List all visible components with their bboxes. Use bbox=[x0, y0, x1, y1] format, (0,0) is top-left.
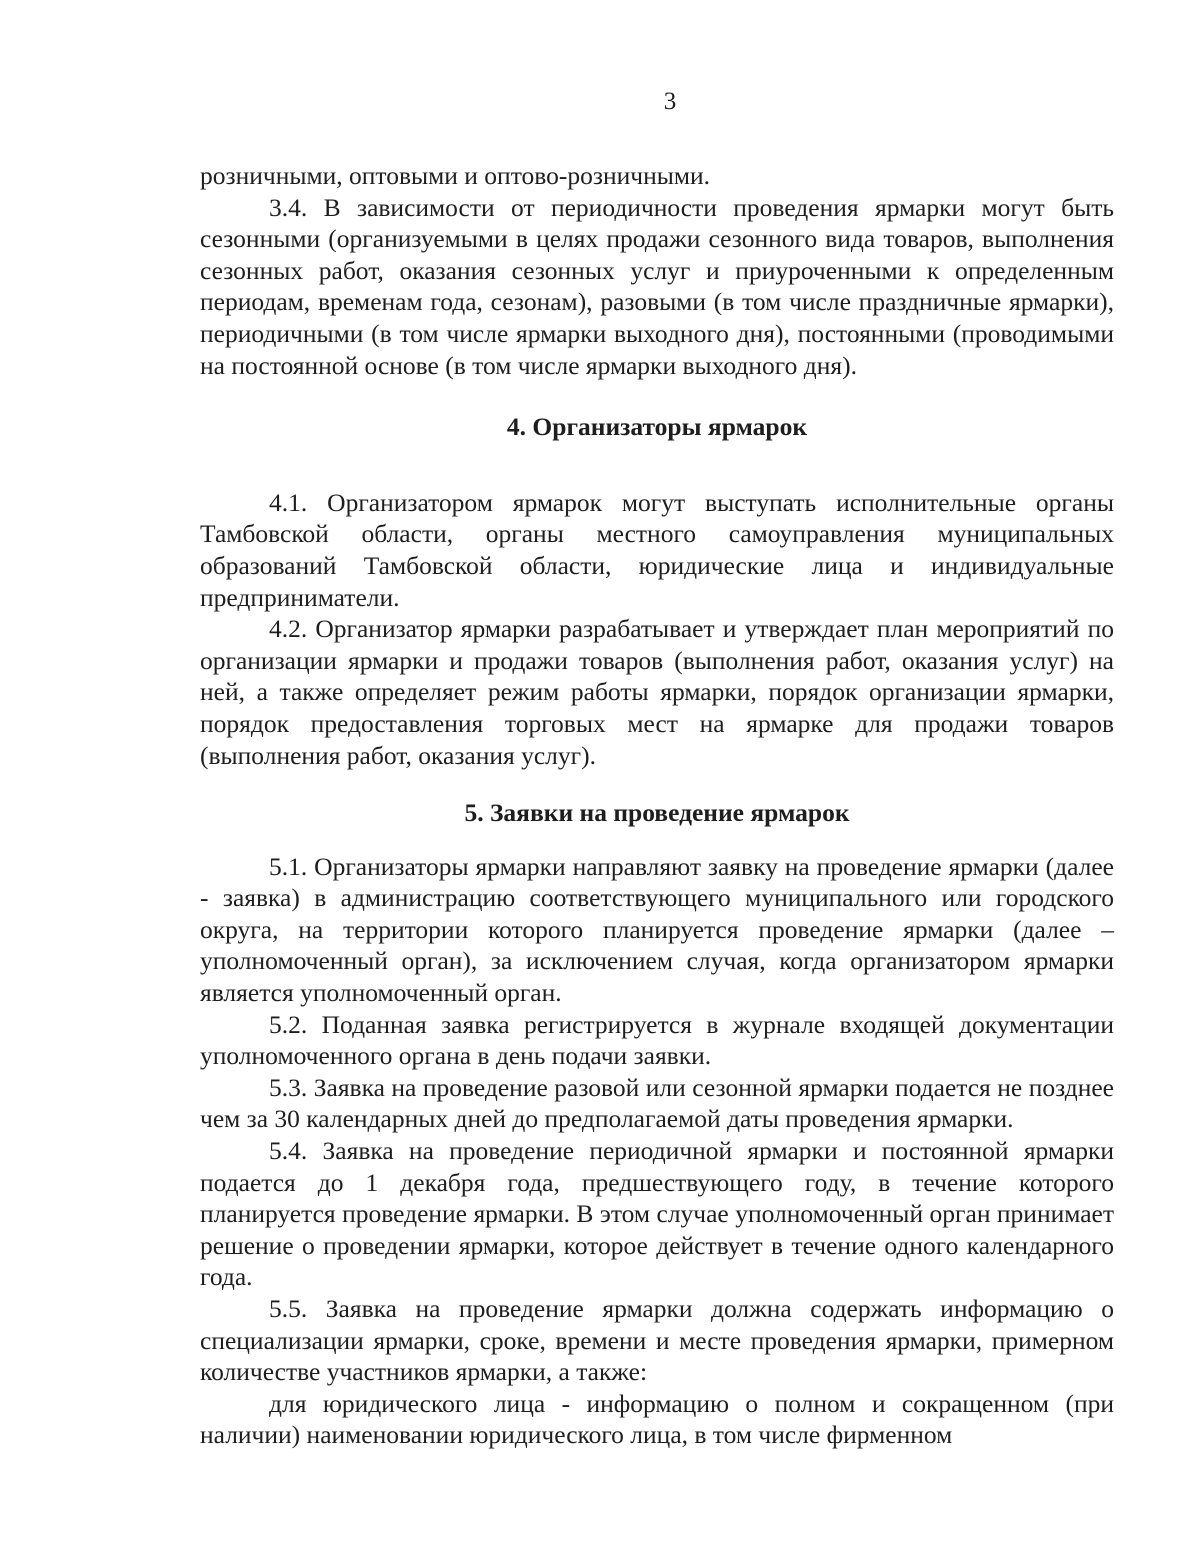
paragraph-continuation: розничными, оптовыми и оптово-розничными. bbox=[200, 161, 710, 190]
page-number: 3 bbox=[663, 88, 677, 115]
paragraph-5-5-legal-entity: для юридического лица - информацию о полном и сокращенном (при наличии) наименовании юридического лица, в том числе фирменном bbox=[200, 1388, 1114, 1450]
paragraph-5-4: 5.4. Заявка на проведение периодичной ярмарки и постоянной ярмарки подается до 1 декабря года, предшествующего году, в течение которого планируется проведение ярмарки. В этом случае уполномоченный орган принимает решение о проведении ярмарки, которое действует в течение одного календарного года. bbox=[200, 1136, 1114, 1292]
section-5-title: 5. Заявки на проведение ярмарок bbox=[464, 798, 850, 828]
paragraph-5-3: 5.3. Заявка на проведение разовой или сезонной ярмарки подается не позднее чем за 30 календарных дней до предполагаемой даты проведения ярмарки. bbox=[200, 1072, 1114, 1134]
paragraph-5-5: 5.5. Заявка на проведение ярмарки должна содержать информацию о специализации ярмарки, сроке, времени и месте проведения ярмарки, примерном количестве участников ярмарки, а также: bbox=[200, 1294, 1114, 1387]
paragraph-4-2: 4.2. Организатор ярмарки разрабатывает и утверждает план мероприятий по организации ярмарки и продажи товаров (выполнения работ, оказания услуг) на ней, а также определяет режим работы ярмарки, порядок организации ярмарки, порядок предоставления торговых мест на ярмарке для продажи товаров (выполнения работ, оказания услуг). bbox=[200, 614, 1114, 770]
paragraph-5-1: 5.1. Организаторы ярмарки направляют заявку на проведение ярмарки (далее - заявка) в администрацию соответствующего муниципального или городского округа, на территории которого планируется проведение ярмарки (далее – уполномоченный орган), за исключением случая, когда организатором ярмарки является уполномоченный орган. bbox=[200, 851, 1114, 1008]
paragraph-3-4: 3.4. В зависимости от периодичности проведения ярмарки могут быть сезонными (организуемыми в целях продажи сезонного вида товаров, выполнения сезонных работ, оказания сезонных услуг и приуроченными к определенным периодам, временам года, сезонам), разовыми (в том числе праздничные ярмарки), периодичными (в том числе ярмарки выходного дня), постоянными (проводимыми на постоянной основе (в том числе ярмарки выходного дня). bbox=[200, 192, 1114, 380]
section-4-title: 4. Организаторы ярмарок bbox=[506, 412, 808, 442]
document-body bbox=[200, 160, 1114, 1451]
paragraph-5-2: 5.2. Поданная заявка регистрируется в журнале входящей документации уполномоченного органа в день подачи заявки. bbox=[200, 1009, 1114, 1071]
paragraph-4-1: 4.1. Организатором ярмарок могут выступать исполнительные органы Тамбовской области, органы местного самоуправления муниципальных образований Тамбовской области, юридические лица и индивидуальные предприниматели. bbox=[200, 487, 1114, 612]
